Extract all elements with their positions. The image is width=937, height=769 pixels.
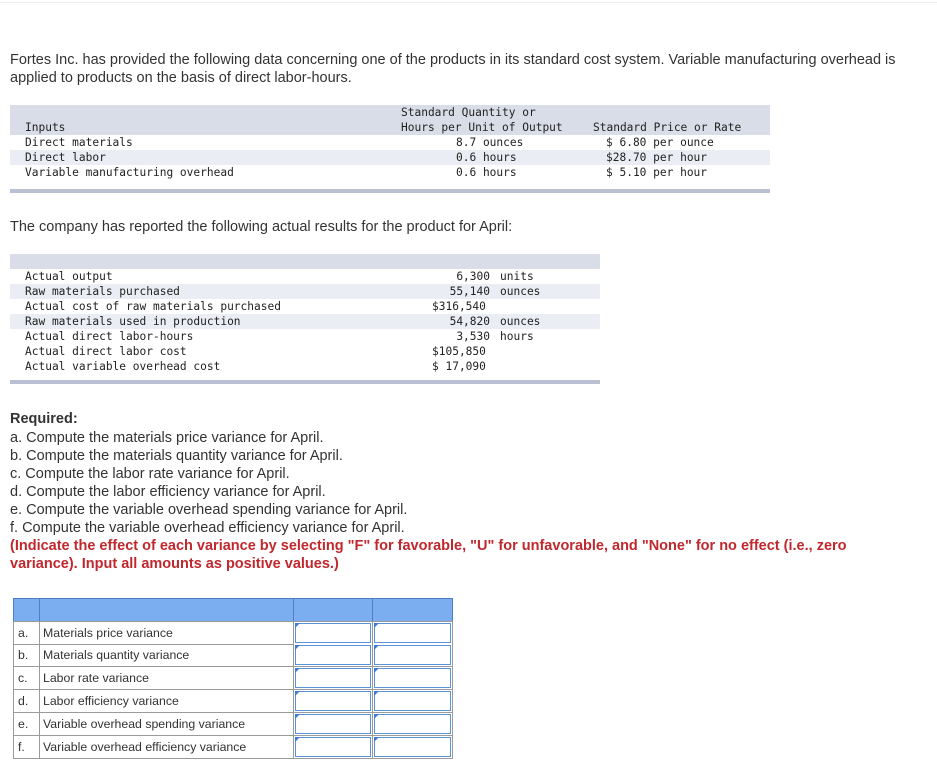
actual-value: $ 17,090 xyxy=(432,360,486,373)
amount-input[interactable] xyxy=(295,623,371,643)
answer-row xyxy=(13,690,453,713)
standards-price: $ 5.10 per hour xyxy=(606,166,708,179)
standards-quantity: 0.6 hours xyxy=(456,166,517,179)
effect-cell xyxy=(372,644,453,666)
effect-cell xyxy=(372,713,453,735)
answer-row xyxy=(13,713,453,736)
standards-table xyxy=(10,105,770,193)
amount-cell xyxy=(293,644,372,666)
answer-row-label: Labor efficiency variance xyxy=(39,690,293,712)
answer-row-letter: e. xyxy=(13,713,39,735)
amount-input[interactable] xyxy=(295,668,371,688)
effect-select[interactable] xyxy=(374,623,451,643)
effect-select[interactable] xyxy=(374,691,451,711)
actual-value: 54,820 xyxy=(449,315,490,328)
actual-value: 55,140 xyxy=(449,285,490,298)
required-item: b. Compute the materials quantity variance for April. xyxy=(10,448,343,464)
standards-price: $28.70 per hour xyxy=(606,151,708,164)
actual-label: Actual direct labor-hours xyxy=(25,330,194,343)
answer-row xyxy=(13,621,453,645)
amount-cell xyxy=(293,713,372,735)
required-item: c. Compute the labor rate variance for April. xyxy=(10,466,290,482)
effect-cell xyxy=(372,667,453,689)
effect-cell xyxy=(372,622,453,644)
actual-unit: hours xyxy=(500,330,534,343)
required-item: d. Compute the labor efficiency variance for April. xyxy=(10,484,326,500)
answer-row-label: Materials price variance xyxy=(39,622,293,644)
effect-cell xyxy=(372,690,453,712)
actual-label: Actual variable overhead cost xyxy=(25,360,221,373)
intro-paragraph: Fortes Inc. has provided the following data concerning one of the products in its standard cost system. Variable manufacturing overhead is applied to products on the basis of direct labor-hours. xyxy=(10,52,896,86)
answer-row-label: Materials quantity variance xyxy=(39,644,293,666)
effect-select[interactable] xyxy=(374,714,451,734)
answer-row xyxy=(13,644,453,667)
actual-unit: ounces xyxy=(500,315,541,328)
required-item: e. Compute the variable overhead spending variance for April. xyxy=(10,502,408,518)
answer-row xyxy=(13,667,453,690)
header-inputs: Inputs xyxy=(25,121,66,134)
actual-label: Raw materials used in production xyxy=(25,315,241,328)
actual-unit: ounces xyxy=(500,285,541,298)
answer-row-letter: d. xyxy=(13,690,39,712)
answer-row xyxy=(13,736,453,759)
required-list xyxy=(10,429,407,537)
instruction-text: (Indicate the effect of each variance by selecting "F" for favorable, "U" for unfavorable, and "None" for no effect (i.e., zero variance). Input all amounts as positive values.) xyxy=(10,538,847,572)
effect-select[interactable] xyxy=(374,668,451,688)
standards-input: Direct labor xyxy=(25,151,106,164)
header-cell-letter xyxy=(13,599,39,621)
actual-label: Actual output xyxy=(25,270,113,283)
answer-row-letter: f. xyxy=(13,736,39,758)
header-quantity-line2: Hours per Unit of Output xyxy=(401,121,563,134)
amount-input[interactable] xyxy=(295,645,371,665)
answer-row-letter: b. xyxy=(13,644,39,666)
actual-bottom-rule xyxy=(10,380,600,384)
answer-grid-header xyxy=(13,598,453,622)
answer-row-label: Variable overhead efficiency variance xyxy=(39,736,293,758)
answer-row-letter: a. xyxy=(13,622,39,644)
amount-cell xyxy=(293,667,372,689)
required-title: Required: xyxy=(10,411,78,427)
amount-input[interactable] xyxy=(295,691,371,711)
standards-input: Direct materials xyxy=(25,136,133,149)
actual-value: 3,530 xyxy=(456,330,490,343)
amount-input[interactable] xyxy=(295,714,371,734)
standards-bottom-rule xyxy=(10,189,770,193)
header-cell-amount xyxy=(293,599,372,621)
actual-label: Actual cost of raw materials purchased xyxy=(25,300,281,313)
header-cell-label xyxy=(39,599,293,621)
actual-value: 6,300 xyxy=(456,270,490,283)
answer-row-label: Labor rate variance xyxy=(39,667,293,689)
amount-cell xyxy=(293,736,372,758)
header-price: Standard Price or Rate xyxy=(593,121,742,134)
actual-label: Raw materials purchased xyxy=(25,285,180,298)
actual-intro: The company has reported the following actual results for the product for April: xyxy=(10,219,513,235)
effect-select[interactable] xyxy=(374,737,451,757)
amount-cell xyxy=(293,622,372,644)
header-quantity-line1: Standard Quantity or xyxy=(401,106,536,119)
actual-value: $105,850 xyxy=(432,345,486,358)
actual-value: $316,540 xyxy=(432,300,486,313)
effect-cell xyxy=(372,736,453,758)
standards-input: Variable manufacturing overhead xyxy=(25,166,234,179)
answer-row-label: Variable overhead spending variance xyxy=(39,713,293,735)
actual-header-band xyxy=(10,254,600,269)
actual-label: Actual direct labor cost xyxy=(25,345,187,358)
standards-quantity: 8.7 ounces xyxy=(456,136,524,149)
amount-input[interactable] xyxy=(295,737,371,757)
required-item: a. Compute the materials price variance for April. xyxy=(10,430,324,446)
answer-grid xyxy=(13,598,453,760)
standards-quantity: 0.6 hours xyxy=(456,151,517,164)
answer-row-letter: c. xyxy=(13,667,39,689)
actual-results-table xyxy=(10,254,600,388)
top-divider xyxy=(0,2,937,3)
standards-price: $ 6.80 per ounce xyxy=(606,136,714,149)
amount-cell xyxy=(293,690,372,712)
effect-select[interactable] xyxy=(374,645,451,665)
actual-unit: units xyxy=(500,270,534,283)
required-item: f. Compute the variable overhead efficiency variance for April. xyxy=(10,520,405,536)
header-cell-effect xyxy=(372,599,453,621)
